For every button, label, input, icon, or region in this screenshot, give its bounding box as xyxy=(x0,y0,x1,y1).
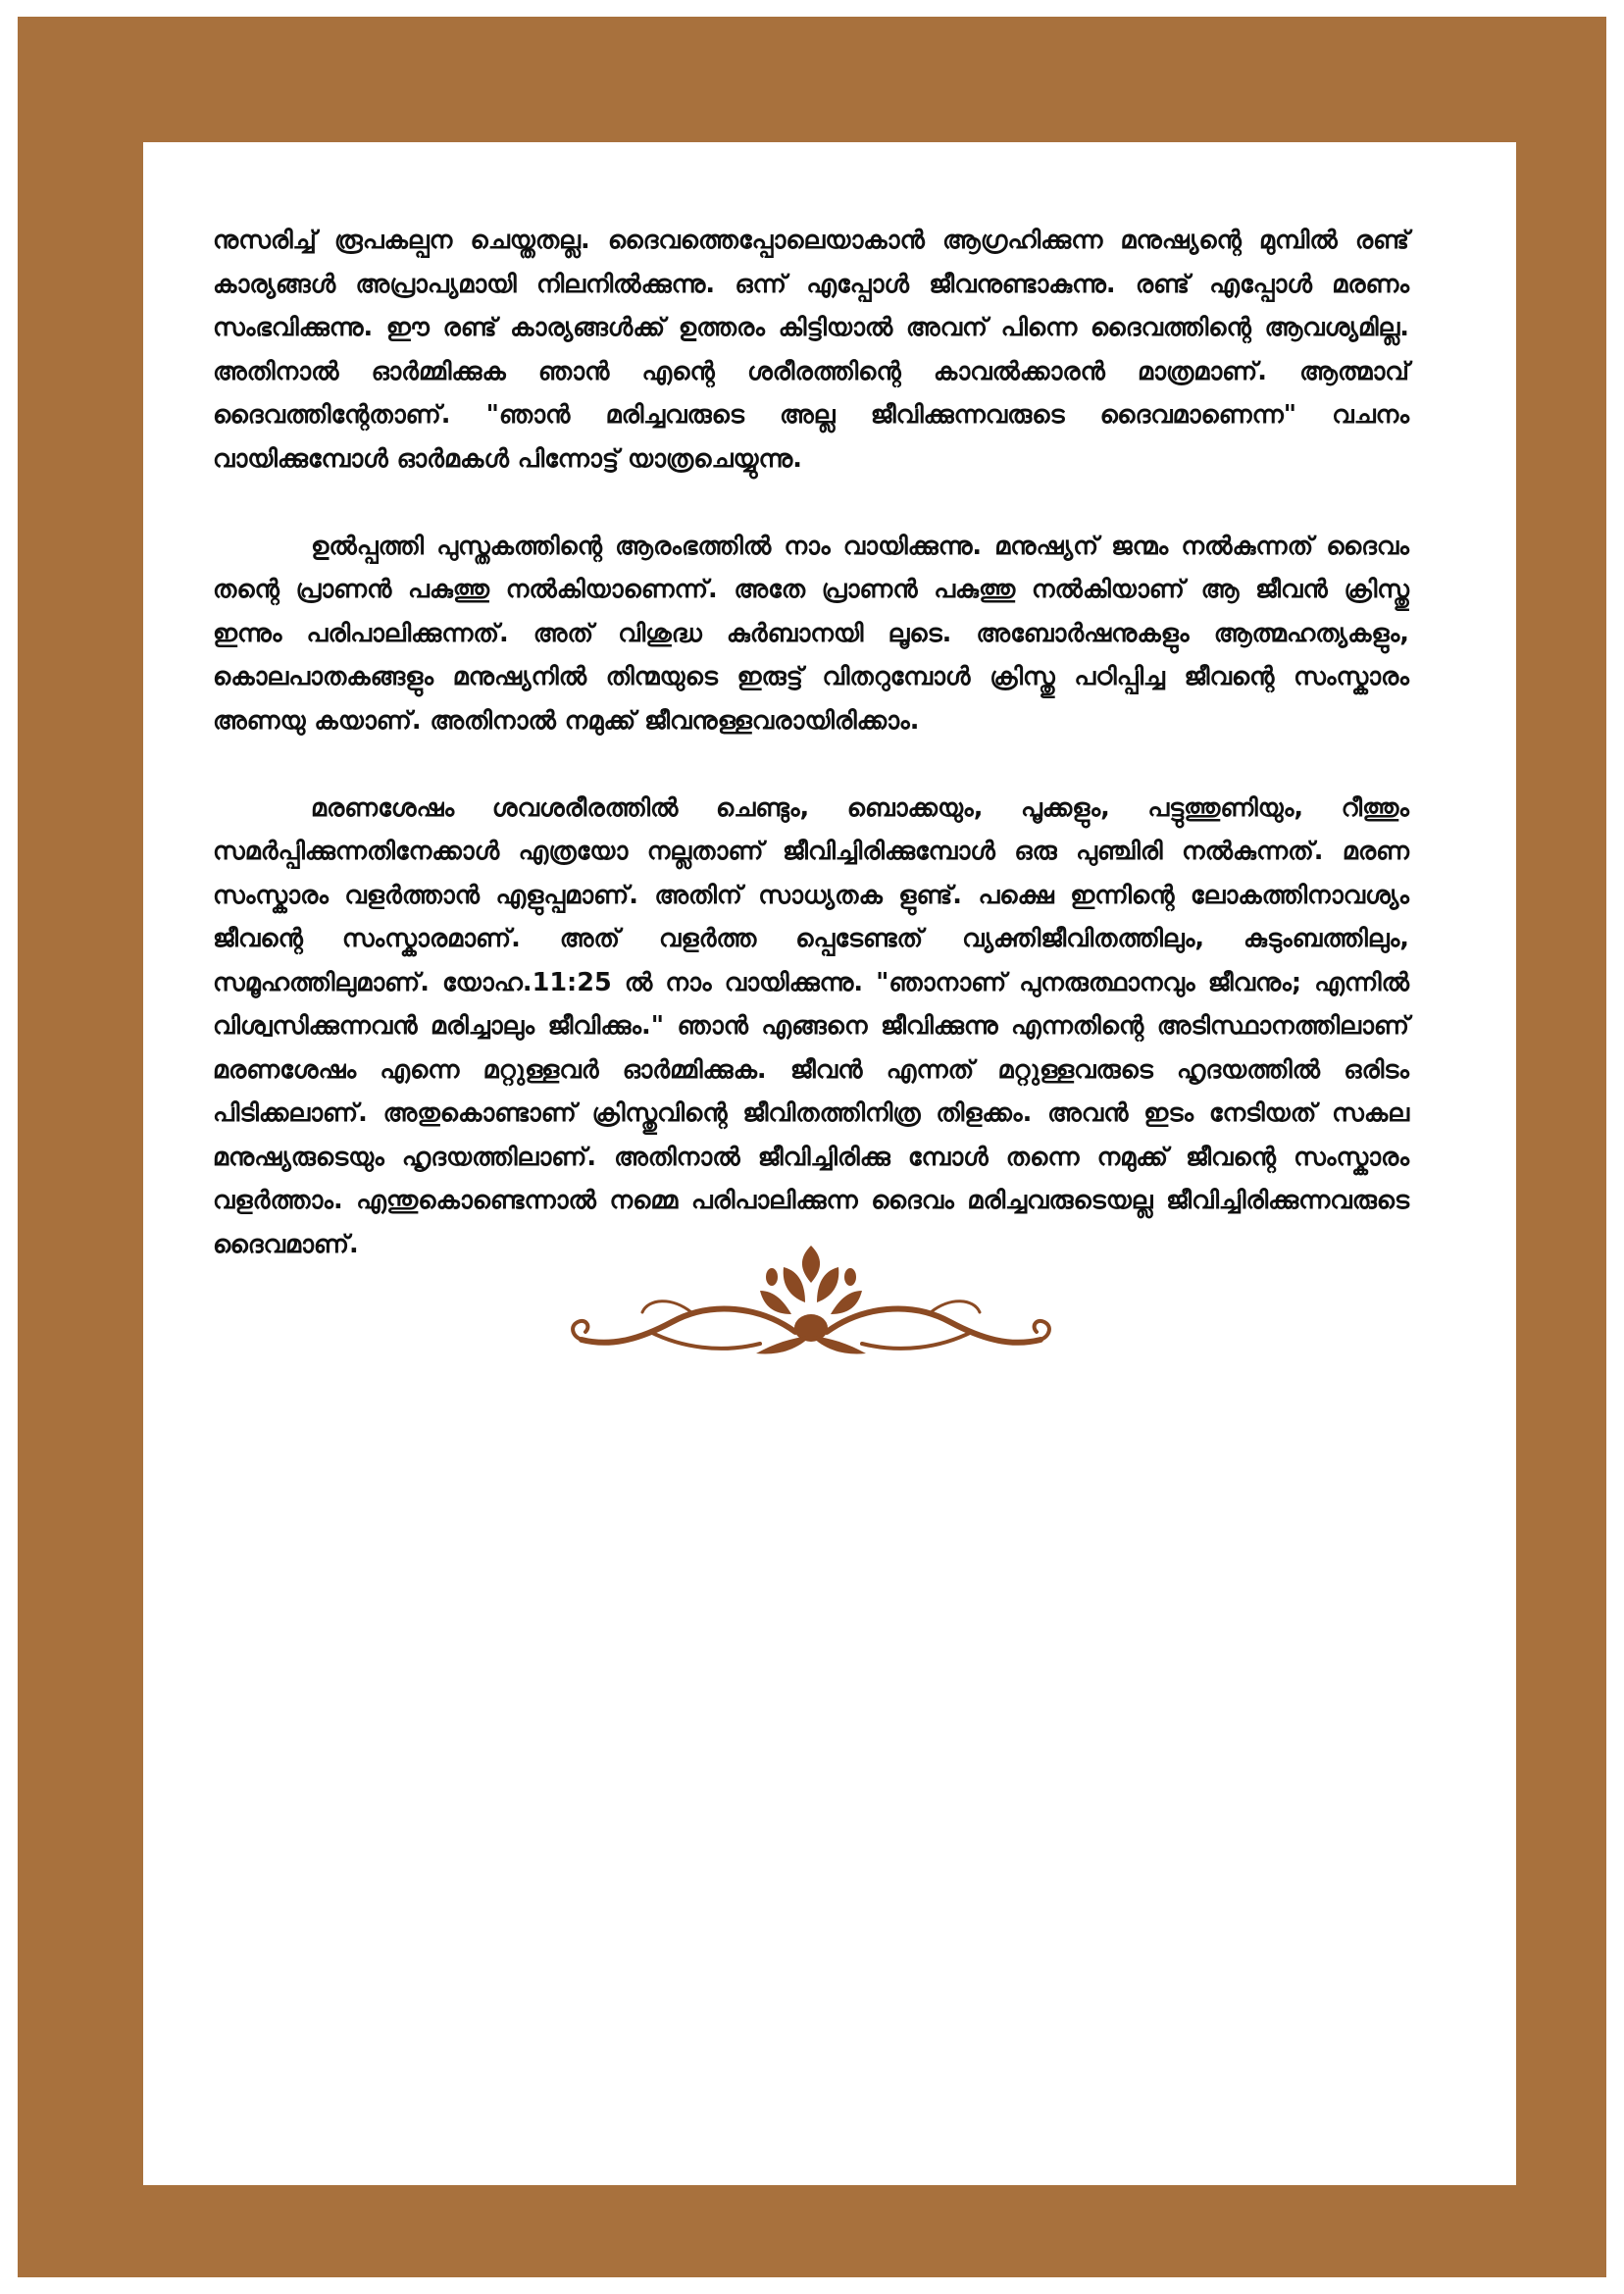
paragraph-1: നുസരിച്ച് രൂപകല്പന ചെയ്തതല്ല. ദൈവത്തെപ്പോലെയാകാൻ ആഗ്രഹിക്കുന്ന മനുഷ്യന്റെ മുമ്പിൽ രണ്ട് കാര്യങ്ങൾ അപ്രാപ്യമായി നിലനിൽക്കുന്നു. ഒന്ന് എപ്പോൾ ജീവനുണ്ടാകുന്നു. രണ്ട് എപ്പോൾ മരണം സംഭവിക്കുന്നു. ഈ രണ്ട് കാര്യങ്ങൾക്ക് ഉത്തരം കിട്ടിയാൽ അവന് പിന്നെ ദൈവത്തിന്റെ ആവശ്യമില്ല. അതിനാൽ ഓർമ്മിക്കുക ഞാൻ എന്റെ ശരീരത്തിന്റെ കാവൽക്കാരൻ മാത്രമാണ്. ആത്മാവ് ദൈവത്തിന്റേതാണ്. "ഞാൻ മരിച്ചവരുടെ അല്ല ജീവിക്കുന്നവരുടെ ദൈവമാണെന്ന" വചനം വായിക്കുമ്പോൾ ഓർമകൾ പിന്നോട്ട് യാത്രചെയ്യുന്നു. xyxy=(213,226,1409,474)
document-text xyxy=(213,219,1409,1266)
flourish-ornament-icon xyxy=(564,1238,1059,1385)
paragraph-3: മരണശേഷം ശവശരീരത്തിൽ ചെണ്ടും, ബൊക്കയും, പൂക്കളും, പട്ടുത്തുണിയും, റീത്തും സമർപ്പിക്കുന്നതിനേക്കാൾ എത്രയോ നല്ലതാണ് ജീവിച്ചിരിക്കുമ്പോൾ ഒരു പുഞ്ചിരി നൽകുന്നത്. മരണ സംസ്കാരം വളർത്താൻ എളുപ്പമാണ്. അതിന് സാധ്യതക ളുണ്ട്. പക്ഷെ ഇന്നിന്റെ ലോകത്തിനാവശ്യം ജീവന്റെ സംസ്കാരമാണ്. അത് വളർത്ത പ്പെടേണ്ടത് വ്യക്തിജീവിതത്തിലും, കുടുംബത്തിലും, സമൂഹത്തിലുമാണ്. യോഹ.11:25 ൽ നാം വായിക്കുന്നു. "ഞാനാണ് പുനരുത്ഥാനവും ജീവനും; എന്നിൽ വിശ്വസിക്കുന്നവൻ മരിച്ചാലും ജീവിക്കും." ഞാൻ എങ്ങനെ ജീവിക്കുന്നു എന്നതിന്റെ അടിസ്ഥാനത്തിലാണ് മരണശേഷം എന്നെ മറ്റുള്ളവർ ഓർമ്മിക്കുക. ജീവൻ എന്നത് മറ്റുള്ളവരുടെ ഹൃദയത്തിൽ ഒരിടം പിടിക്കലാണ്. അതുകൊണ്ടാണ് ക്രിസ്തുവിന്റെ ജീവിതത്തിനിത്ര തിളക്കം. അവൻ ഇടം നേടിയത് സകല മനുഷ്യരുടെയും ഹൃദയത്തിലാണ്. അതിനാൽ ജീവിച്ചിരിക്കു മ്പോൾ തന്നെ നമുക്ക് ജീവന്റെ സംസ്കാരം വളർത്താം. എന്തുകൊണ്ടെന്നാൽ നമ്മെ പരിപാലിക്കുന്ന ദൈവം മരിച്ചവരുടെയല്ല ജീവിച്ചിരിക്കുന്നവരുടെ ദൈവമാണ്. xyxy=(213,792,1409,1259)
paragraph-2: ഉൽപ്പത്തി പുസ്തകത്തിന്റെ ആരംഭത്തിൽ നാം വായിക്കുന്നു. മനുഷ്യന് ജന്മം നൽകുന്നത് ദൈവം തന്റെ പ്രാണൻ പകുത്തു നൽകിയാണെന്ന്. അതേ പ്രാണൻ പകുത്തു നൽകിയാണ് ആ ജീവൻ ക്രിസ്തു ഇന്നും പരിപാലിക്കുന്നത്. അത് വിശുദ്ധ കുർബാനയി ലൂടെ. അബോർഷനുകളും ആത്മഹത്യകളും, കൊലപാതകങ്ങളും മനുഷ്യനിൽ തിന്മയുടെ ഇരുട്ട് വിതറുമ്പോൾ ക്രിസ്തു പഠിപ്പിച്ച ജീവന്റെ സംസ്കാരം അണയു കയാണ്. അതിനാൽ നമുക്ക് ജീവനുള്ളവരായിരിക്കാം. xyxy=(213,531,1409,736)
